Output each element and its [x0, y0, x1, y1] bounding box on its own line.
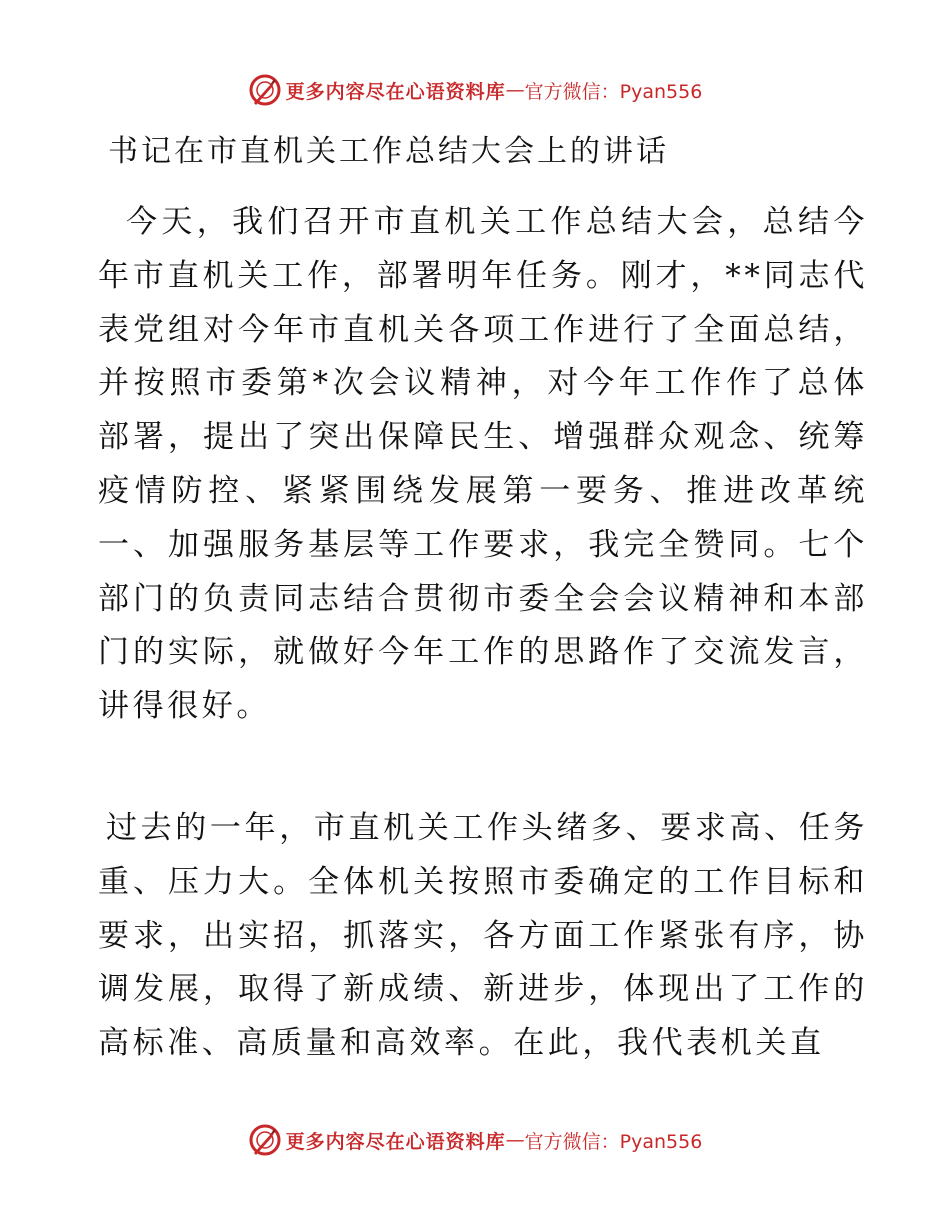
banner-separator: — — [505, 79, 525, 101]
paragraph-2: 过去的一年，市直机关工作头绪多、要求高、任务重、压力大。全体机关按照市委确定的工作目标和要求，出实招，抓落实，各方面工作紧张有序，协调发展，取得了新成绩、新进步，体现出了工作的高标准、高质量和高效率。在此，我代表机关直 — [98, 810, 868, 1062]
banner-contact: 官方微信：Pyan556 — [524, 80, 703, 103]
banner-text: 更多内容尽在心语资料库 — [285, 1130, 506, 1153]
banner-separator: — — [505, 1129, 525, 1151]
pen-circle-logo-icon — [248, 73, 282, 107]
pen-circle-logo-icon — [248, 1123, 282, 1157]
paragraph-1: 今天，我们召开市直机关工作总结大会，总结今年市直机关工作，部署明年任务。刚才，**同志代表党组对今年市直机关各项工作进行了全面总结，并按照市委第*次会议精神，对今年工作作了总体部署，提出了突出保障民生、增强群众观念、统筹疫情防控、紧紧围绕发展第一要务、推进改革统一、加强服务基层等工作要求，我完全赞同。七个部门的负责同志结合贯彻市委全会会议精神和本部门的实际，就做好今年工作的思路作了交流发言，讲得很好。 — [98, 204, 868, 725]
banner-contact: 官方微信：Pyan556 — [524, 1130, 703, 1153]
footer-banner — [0, 1122, 950, 1158]
banner-text: 更多内容尽在心语资料库 — [285, 80, 506, 103]
header-banner — [0, 72, 950, 108]
document-title: 书记在市直机关工作总结大会上的讲话 — [108, 134, 669, 169]
